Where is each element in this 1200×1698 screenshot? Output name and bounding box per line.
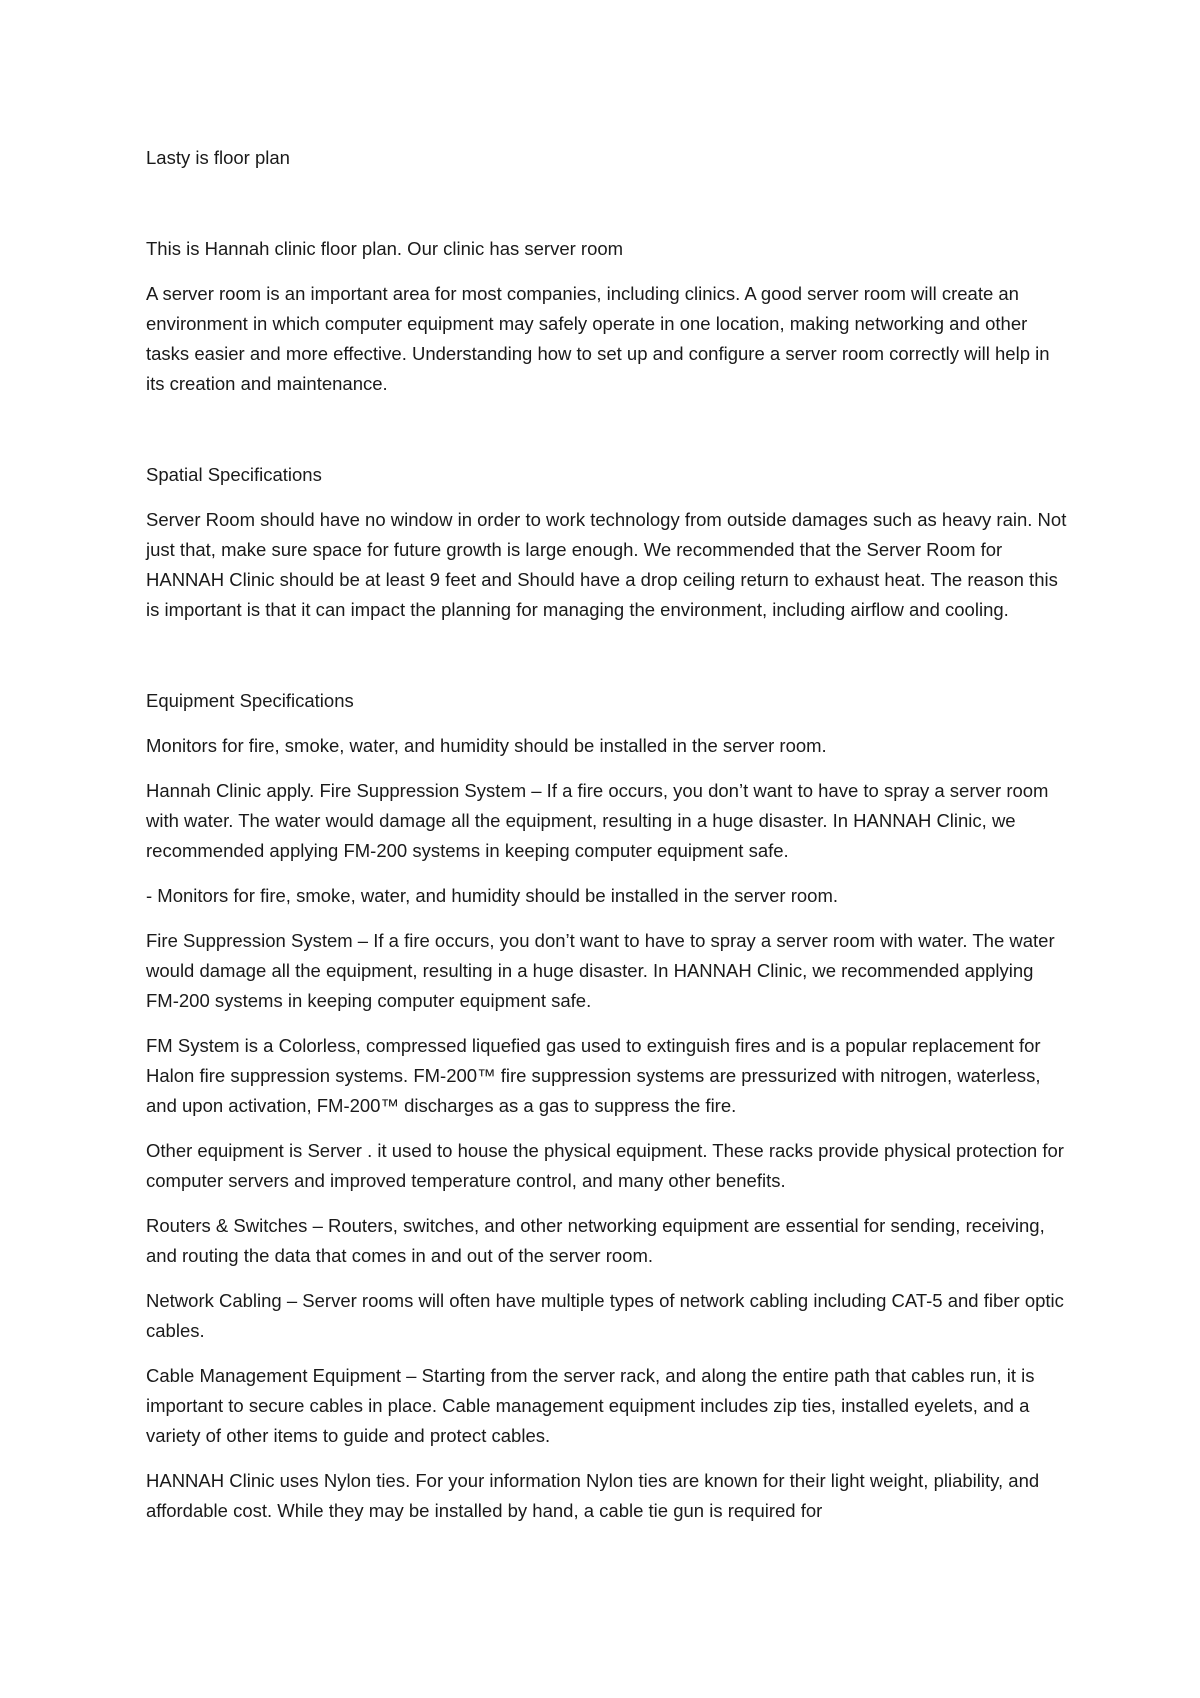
equipment-paragraph: Network Cabling – Server rooms will often have multiple types of network cabling including CAT-5 and fiber optic cables.	[146, 1290, 1070, 1341]
equipment-paragraph: HANNAH Clinic uses Nylon ties. For your information Nylon ties are known for their light weight, pliability, and affordable cost. While they may be installed by hand, a cable tie gun is required for	[146, 1470, 1045, 1521]
intro-paragraph: A server room is an important area for most companies, including clinics. A good server room will create an environment in which computer equipment may safely operate in one location, making networking and other tasks easier and more effective. Understanding how to set up and configure a server room correctly will help in its creation and maintenance.	[146, 283, 1055, 394]
intro-heading: Lasty is floor plan	[146, 147, 290, 168]
spatial-heading: Spatial Specifications	[146, 464, 322, 485]
equipment-paragraph: Cable Management Equipment – Starting from the server rack, and along the entire path that cables run, it is important to secure cables in place. Cable management equipment includes zip ties, installed eyelets, and a variety of other items to guide and protect cables.	[146, 1365, 1040, 1446]
equipment-paragraph: Fire Suppression System – If a fire occurs, you don’t want to have to spray a server room with water. The water would damage all the equipment, resulting in a huge disaster. In HANNAH Clinic, we recommended applying FM-200 systems in keeping computer equipment safe.	[146, 930, 1060, 1011]
intro-line: This is Hannah clinic floor plan. Our clinic has server room	[146, 238, 624, 259]
equipment-heading: Equipment Specifications	[146, 690, 354, 711]
spacer	[146, 414, 1070, 460]
equipment-paragraph: Hannah Clinic apply. Fire Suppression System – If a fire occurs, you don’t want to have to spray a server room with water. The water would damage all the equipment, resulting in a huge disaster. In HANNAH Clinic, we recommended applying FM-200 systems in keeping computer equipment safe.	[146, 780, 1054, 861]
spacer	[146, 188, 1070, 234]
spacer	[146, 640, 1070, 686]
equipment-paragraph: - Monitors for fire, smoke, water, and humidity should be installed in the server room.	[146, 885, 838, 906]
equipment-paragraph: Routers & Switches – Routers, switches, and other networking equipment are essential for sending, receiving, and routing the data that comes in and out of the server room.	[146, 1215, 1050, 1266]
spatial-paragraph: Server Room should have no window in order to work technology from outside damages such as heavy rain. Not just that, make sure space for future growth is large enough. We recommended that the Server Room for HANNAH Clinic should be at least 9 feet and Should have a drop ceiling return to exhaust heat. The reason this is important is that it can impact the planning for managing the environment, including airflow and cooling.	[146, 509, 1072, 620]
equipment-paragraph: Monitors for fire, smoke, water, and humidity should be installed in the server room.	[146, 735, 827, 756]
equipment-paragraph: Other equipment is Server . it used to house the physical equipment. These racks provide physical protection for computer servers and improved temperature control, and many other benefits.	[146, 1140, 1070, 1191]
equipment-paragraph: FM System is a Colorless, compressed liquefied gas used to extinguish fires and is a popular replacement for Halon fire suppression systems. FM-200™ fire suppression systems are pressurized with nitrogen, waterless, and upon activation, FM-200™ discharges as a gas to suppress the fire.	[146, 1035, 1046, 1116]
